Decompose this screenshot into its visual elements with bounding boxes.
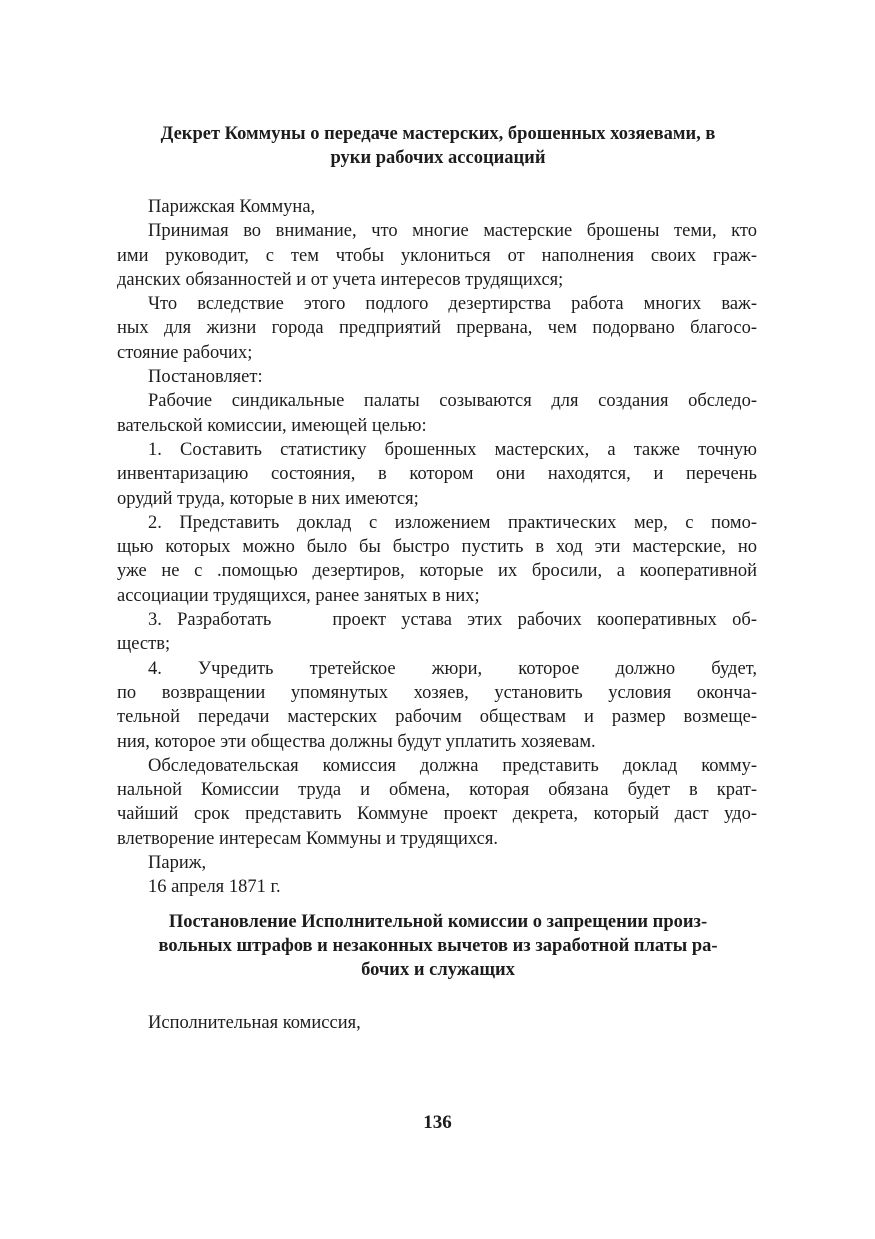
text-line: 3. Разработать проект устава этих рабочих кооперативных об- [148,610,757,631]
text-line: щью которых можно было бы быстро пустить в ход эти мастерские, но [117,537,757,558]
resolution-body [117,1011,757,1035]
text-line: Парижская Коммуна, [148,197,316,217]
text-line: по возвращении упомянутых хозяев, установить условия оконча- [117,682,757,703]
text-line: инвентаризацию состояния, в котором они находятся, и перечень [117,464,757,485]
text-line: ассоциации трудящихся, ранее занятых в них; [117,585,480,606]
decree-title-line: Декрет Коммуны о передаче мастерских, брошенных хозяевами, в [160,124,716,144]
resolution-title [108,910,768,982]
text-line: ими руководит, с тем чтобы уклониться от наполнения своих граж- [117,245,757,266]
text-line: стояние рабочих; [117,342,253,363]
text-line: чайший срок представить Коммуне проект декрета, который даст удо- [117,804,757,825]
text-line: 4. Учредить третейское жюри, которое должно будет, [148,658,757,679]
text-line: влетворение интересам Коммуны и трудящихся. [117,828,498,849]
text-line: 2. Представить доклад с изложением практических мер, с помо- [148,512,757,533]
text-line: вательской комиссии, имеющей целью: [117,415,427,436]
text-line: ных для жизни города предприятий прервана, чем подорвано благосо- [117,318,757,339]
text-line: Париж, [148,853,207,874]
resolution-title-line: бочих и служащих [361,960,515,980]
decree-title-line: руки рабочих ассоциаций [330,148,546,168]
decree-title [108,122,768,170]
text-line: нальной Комиссии труда и обмена, которая обязана будет в крат- [117,780,757,801]
text-line: Что вследствие этого подлого дезертирства работа многих важ- [148,294,757,315]
resolution-title-line: вольных штрафов и незаконных вычетов из заработной платы ра- [158,936,718,956]
text-line: Постановляет: [148,367,263,388]
text-line: тельной передачи мастерских рабочим обществам и размер возмеще- [117,707,757,728]
text-line: уже не с .помощью дезертиров, которые их бросили, а кооперативной [117,561,757,582]
text-line: Обследовательская комиссия должна представить доклад комму- [148,755,757,776]
decree-body [117,195,757,900]
text-line: данских обязанностей и от учета интересов трудящихся; [117,269,564,290]
text-line: ния, которое эти общества должны будут уплатить хозяевам. [117,731,596,752]
text-line: орудий труда, которые в них имеются; [117,488,419,509]
text-line: 16 апреля 1871 г. [148,877,281,898]
text-line: Принимая во внимание, что многие мастерские брошены теми, кто [148,221,757,242]
text-line: ществ; [117,634,171,655]
text-line: Исполнительная комиссия, [148,1013,361,1033]
resolution-title-line: Постановление Исполнительной комиссии о запрещении произ- [168,912,708,932]
text-line: Рабочие синдикальные палаты созываются для создания обследо- [148,391,757,412]
text-line: 1. Составить статистику брошенных мастерских, а также точную [148,439,757,460]
page-number: 136 [423,1112,452,1133]
